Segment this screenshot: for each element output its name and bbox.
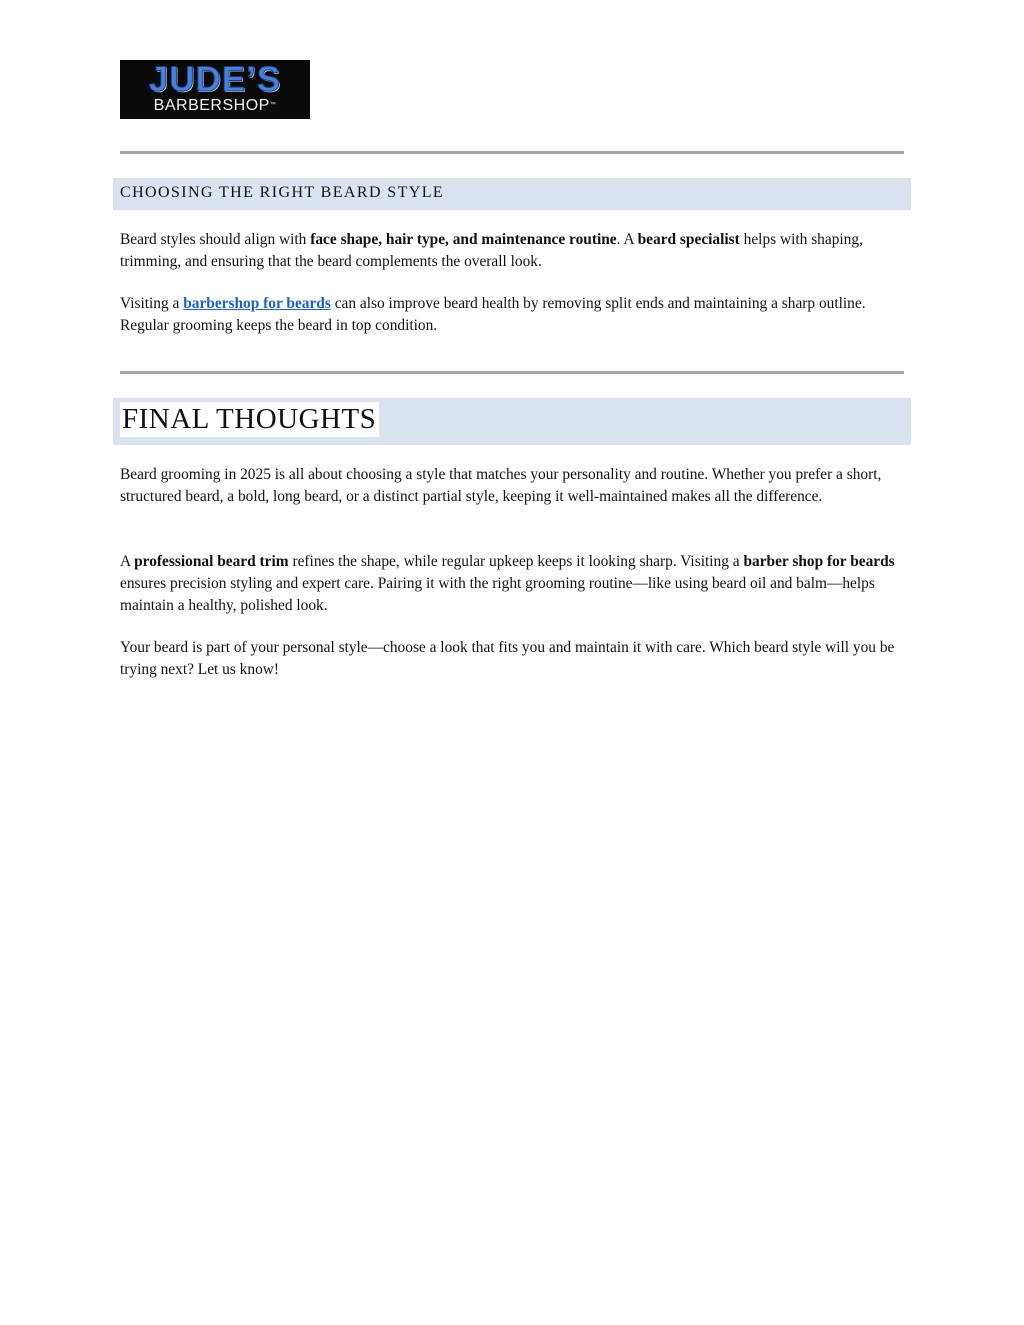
logo-subtitle-text: BARBERSHOP <box>153 97 270 114</box>
divider-middle <box>120 371 904 374</box>
text-span: can also improve beard health by removing split ends and maintaining a sharp outline. Regular grooming keeps the beard in top condition. <box>120 295 866 334</box>
text-span: A <box>120 553 135 570</box>
bold-text: professional beard trim <box>134 553 289 570</box>
logo-trademark: ™ <box>269 102 277 108</box>
text-span: ensures precision styling and expert care. Pairing it with the right grooming routine—like using beard oil and balm—helps maintain a healthy, polished look. <box>120 575 875 614</box>
text-span: helps with shaping, trimming, and ensuring that the beard complements the overall look. <box>120 231 863 270</box>
barbershop-for-beards-link[interactable]: barbershop for beards <box>183 295 331 312</box>
divider-top <box>120 151 904 154</box>
paragraph-barbershop-visit <box>120 293 906 337</box>
paragraph-beard-style-intro <box>120 229 906 273</box>
section-heading-final-thoughts: FINAL THOUGHTS <box>120 402 379 437</box>
bold-text: beard specialist <box>637 231 740 248</box>
paragraph-closing: Your beard is part of your personal style—choose a look that fits you and maintain it with care. Which beard style will you be trying next? Let us know! <box>120 639 895 678</box>
logo-subtitle <box>120 97 310 114</box>
text-span: . A <box>616 231 638 248</box>
brand-logo <box>120 60 310 119</box>
paragraph-professional-trim <box>120 551 906 617</box>
text-span: Beard styles should align with <box>120 231 311 248</box>
paragraph-final-intro: Beard grooming in 2025 is all about choosing a style that matches your personality and routine. Whether you prefer a short, structured beard, a bold, long beard, or a distinct partial style, keeping it well-maintained makes all the difference. <box>120 466 882 505</box>
bold-text: face shape, hair type, and maintenance routine <box>310 231 617 248</box>
section-heading-beard-style: CHOOSING THE RIGHT BEARD STYLE <box>120 184 445 201</box>
bold-text: barber shop for beards <box>743 553 895 570</box>
logo-wordmark: JUDE’S <box>148 60 282 99</box>
text-span: refines the shape, while regular upkeep keeps it looking sharp. Visiting a <box>288 553 744 570</box>
text-span: Visiting a <box>120 295 184 312</box>
